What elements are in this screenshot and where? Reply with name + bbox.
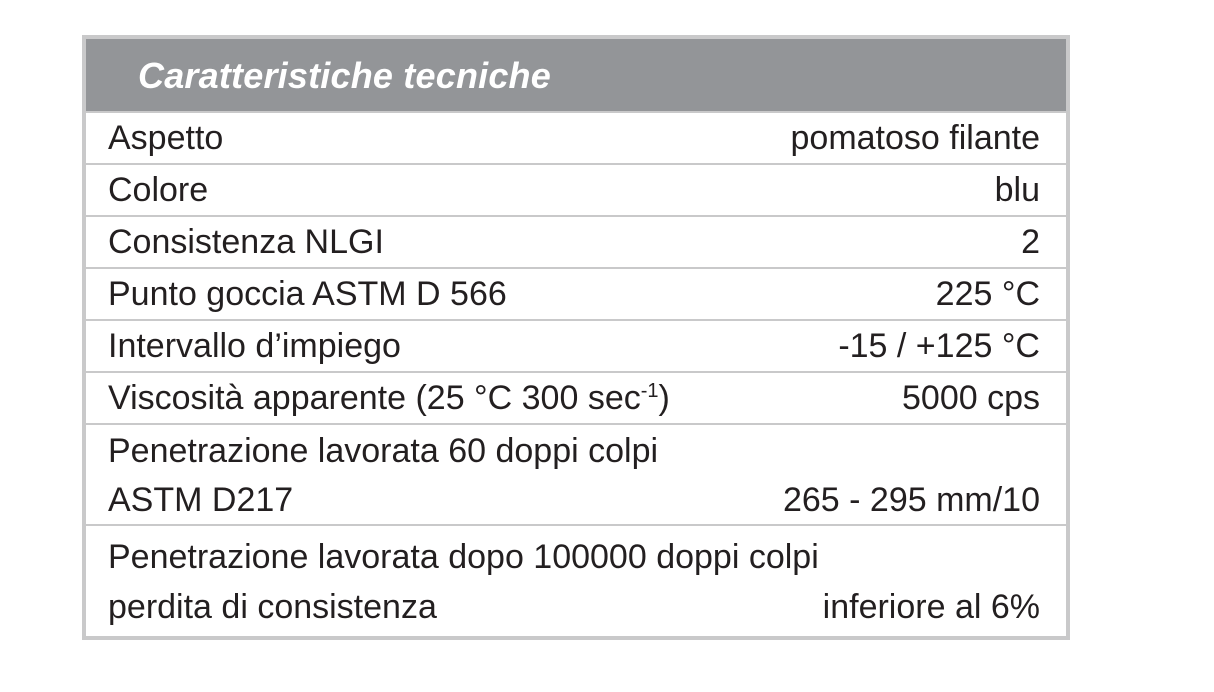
row-label-end: ) xyxy=(658,379,670,417)
row-label: Aspetto xyxy=(108,119,224,157)
row-line-2 xyxy=(108,582,1040,632)
row-label-superscript: -1 xyxy=(640,380,659,402)
row-value: 225 °C xyxy=(935,275,1040,313)
table-header xyxy=(86,39,1066,111)
row-label-line1: Penetrazione lavorata 60 doppi colpi xyxy=(108,432,659,471)
table-row-intervallo-impiego xyxy=(86,319,1066,371)
row-label: Consistenza NLGI xyxy=(108,223,384,261)
table-row-punto-goccia xyxy=(86,267,1066,319)
row-label: Colore xyxy=(108,171,209,209)
table-row-consistenza xyxy=(86,215,1066,267)
row-label-main: Viscosità apparente (25 °C 300 sec xyxy=(108,379,641,417)
row-value: -15 / +125 °C xyxy=(838,327,1040,365)
row-line-2 xyxy=(108,476,1040,525)
row-label-line2: perdita di consistenza xyxy=(108,588,437,626)
row-line-1 xyxy=(108,427,1040,476)
row-value: pomatoso filante xyxy=(790,119,1040,157)
row-label-line1: Penetrazione lavorata dopo 100000 doppi colpi xyxy=(108,538,819,576)
row-label: Intervallo d’impiego xyxy=(108,327,401,365)
row-line-1 xyxy=(108,532,1040,582)
table-row-viscosita xyxy=(86,371,1066,423)
row-value: 5000 cps xyxy=(902,379,1040,417)
row-value: inferiore al 6% xyxy=(822,588,1040,626)
table-row-penetrazione-100000 xyxy=(86,524,1066,636)
row-value: 2 xyxy=(1021,223,1040,261)
table-title: Caratteristiche tecniche xyxy=(138,55,551,96)
row-label-line2: ASTM D217 xyxy=(108,480,294,519)
table-row-aspetto xyxy=(86,111,1066,163)
row-label xyxy=(108,381,670,415)
row-label: Punto goccia ASTM D 566 xyxy=(108,275,507,313)
table-row-penetrazione-60 xyxy=(86,423,1066,524)
table-row-colore xyxy=(86,163,1066,215)
technical-characteristics-table xyxy=(82,35,1070,640)
row-value: 265 - 295 mm/10 xyxy=(782,480,1040,519)
row-value: blu xyxy=(994,171,1040,209)
